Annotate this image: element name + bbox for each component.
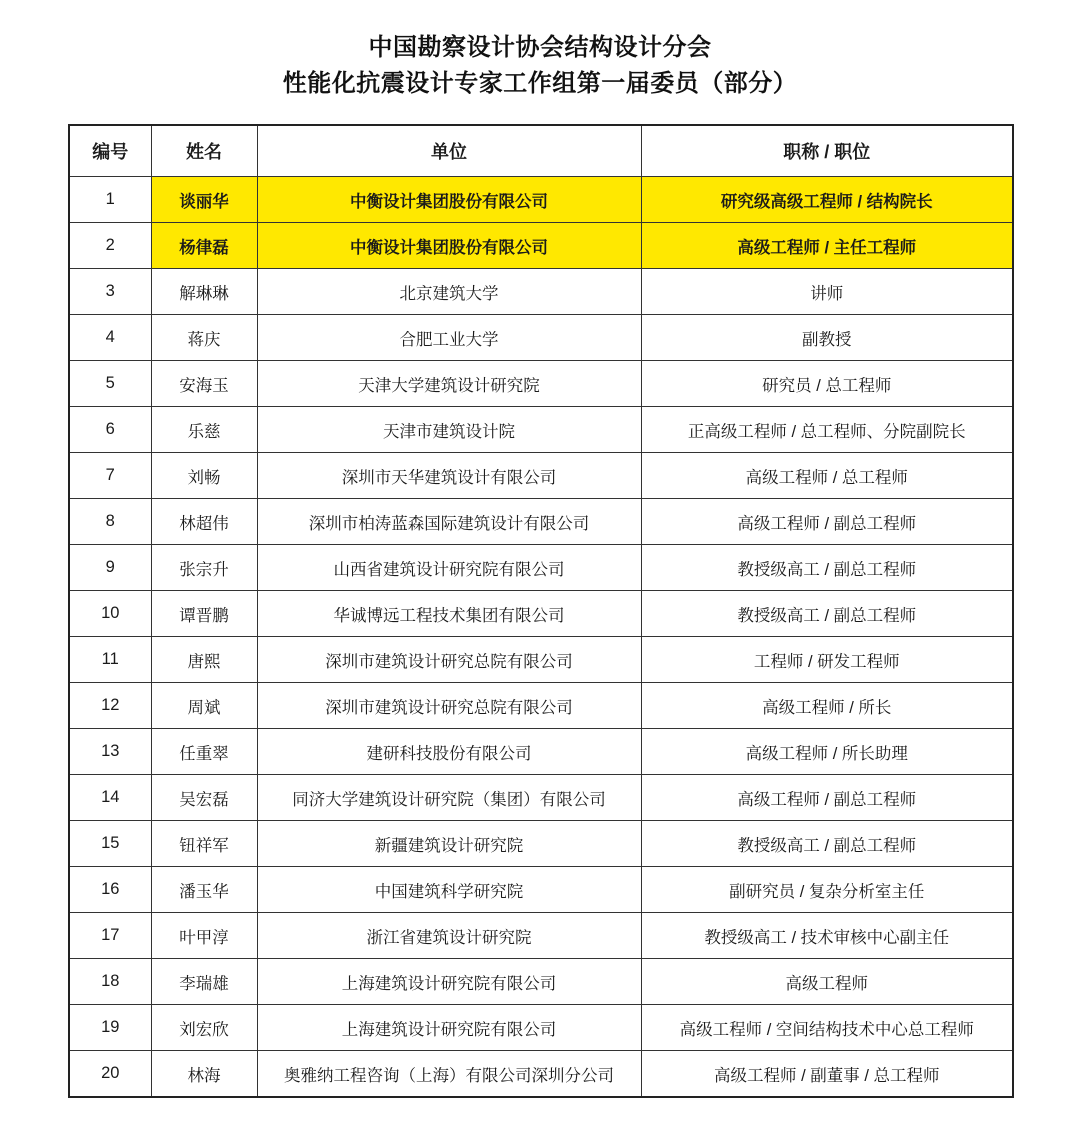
roster-table-wrapper [68,124,1012,1098]
cell-name: 林超伟 [151,499,257,545]
cell-organization: 华诚博远工程技术集团有限公司 [257,591,641,637]
cell-organization: 新疆建筑设计研究院 [257,821,641,867]
table-row [69,821,1013,867]
cell-title-position: 高级工程师 / 空间结构技术中心总工程师 [641,1005,1013,1051]
cell-organization: 深圳市建筑设计研究总院有限公司 [257,683,641,729]
cell-id: 13 [69,729,151,775]
cell-name: 安海玉 [151,361,257,407]
cell-title-position: 副研究员 / 复杂分析室主任 [641,867,1013,913]
cell-id: 5 [69,361,151,407]
table-row [69,683,1013,729]
cell-organization: 合肥工业大学 [257,315,641,361]
roster-table [68,124,1014,1098]
cell-title-position: 高级工程师 / 总工程师 [641,453,1013,499]
cell-id: 20 [69,1051,151,1098]
table-row [69,775,1013,821]
cell-organization: 天津大学建筑设计研究院 [257,361,641,407]
table-header [69,125,1013,177]
cell-organization: 上海建筑设计研究院有限公司 [257,959,641,1005]
cell-organization: 同济大学建筑设计研究院（集团）有限公司 [257,775,641,821]
cell-organization: 上海建筑设计研究院有限公司 [257,1005,641,1051]
cell-id: 11 [69,637,151,683]
table-row [69,499,1013,545]
cell-id: 16 [69,867,151,913]
cell-name: 谭晋鹏 [151,591,257,637]
cell-name: 任重翠 [151,729,257,775]
cell-organization: 中衡设计集团股份有限公司 [257,177,641,223]
cell-title-position: 研究员 / 总工程师 [641,361,1013,407]
cell-name: 蒋庆 [151,315,257,361]
cell-title-position: 教授级高工 / 副总工程师 [641,821,1013,867]
column-header-org: 单位 [257,125,641,177]
column-header-id: 编号 [69,125,151,177]
table-body [69,177,1013,1098]
cell-id: 17 [69,913,151,959]
cell-id: 8 [69,499,151,545]
cell-organization: 天津市建筑设计院 [257,407,641,453]
table-row [69,269,1013,315]
cell-id: 1 [69,177,151,223]
table-row [69,591,1013,637]
cell-title-position: 研究级高级工程师 / 结构院长 [641,177,1013,223]
table-row [69,959,1013,1005]
cell-title-position: 高级工程师 [641,959,1013,1005]
cell-title-position: 讲师 [641,269,1013,315]
cell-name: 叶甲淳 [151,913,257,959]
cell-name: 解琳琳 [151,269,257,315]
document-title [0,0,1080,102]
cell-organization: 中衡设计集团股份有限公司 [257,223,641,269]
table-row [69,913,1013,959]
table-header-row [69,125,1013,177]
table-row [69,361,1013,407]
cell-name: 钮祥军 [151,821,257,867]
cell-organization: 建研科技股份有限公司 [257,729,641,775]
table-row [69,545,1013,591]
column-header-name: 姓名 [151,125,257,177]
cell-organization: 浙江省建筑设计研究院 [257,913,641,959]
column-header-title: 职称 / 职位 [641,125,1013,177]
title-line-1: 中国勘察设计协会结构设计分会 [368,34,712,61]
cell-name: 李瑞雄 [151,959,257,1005]
table-row [69,177,1013,223]
cell-title-position: 高级工程师 / 副总工程师 [641,775,1013,821]
cell-name: 谈丽华 [151,177,257,223]
cell-id: 9 [69,545,151,591]
table-row [69,729,1013,775]
table-row [69,867,1013,913]
cell-name: 乐慈 [151,407,257,453]
cell-name: 刘宏欣 [151,1005,257,1051]
cell-title-position: 教授级高工 / 副总工程师 [641,591,1013,637]
cell-name: 周斌 [151,683,257,729]
table-row [69,223,1013,269]
cell-id: 19 [69,1005,151,1051]
cell-title-position: 高级工程师 / 副总工程师 [641,499,1013,545]
cell-name: 林海 [151,1051,257,1098]
cell-id: 14 [69,775,151,821]
title-line-2: 性能化抗震设计专家工作组第一届委员（部分） [282,70,798,97]
table-row [69,315,1013,361]
table-row [69,637,1013,683]
cell-organization: 深圳市天华建筑设计有限公司 [257,453,641,499]
cell-title-position: 高级工程师 / 主任工程师 [641,223,1013,269]
cell-organization: 中国建筑科学研究院 [257,867,641,913]
cell-organization: 深圳市柏涛蓝森国际建筑设计有限公司 [257,499,641,545]
cell-id: 12 [69,683,151,729]
table-row [69,453,1013,499]
cell-id: 4 [69,315,151,361]
cell-id: 3 [69,269,151,315]
table-row [69,407,1013,453]
cell-id: 7 [69,453,151,499]
cell-title-position: 教授级高工 / 副总工程师 [641,545,1013,591]
cell-organization: 深圳市建筑设计研究总院有限公司 [257,637,641,683]
cell-id: 6 [69,407,151,453]
cell-id: 18 [69,959,151,1005]
cell-name: 张宗升 [151,545,257,591]
cell-id: 15 [69,821,151,867]
cell-organization: 奥雅纳工程咨询（上海）有限公司深圳分公司 [257,1051,641,1098]
table-row [69,1005,1013,1051]
cell-title-position: 高级工程师 / 所长助理 [641,729,1013,775]
cell-name: 杨律磊 [151,223,257,269]
cell-title-position: 工程师 / 研发工程师 [641,637,1013,683]
cell-organization: 北京建筑大学 [257,269,641,315]
cell-name: 潘玉华 [151,867,257,913]
cell-id: 2 [69,223,151,269]
cell-title-position: 高级工程师 / 副董事 / 总工程师 [641,1051,1013,1098]
table-row [69,1051,1013,1098]
cell-name: 刘畅 [151,453,257,499]
cell-id: 10 [69,591,151,637]
cell-title-position: 高级工程师 / 所长 [641,683,1013,729]
cell-name: 唐熙 [151,637,257,683]
cell-name: 吴宏磊 [151,775,257,821]
cell-organization: 山西省建筑设计研究院有限公司 [257,545,641,591]
cell-title-position: 副教授 [641,315,1013,361]
cell-title-position: 正高级工程师 / 总工程师、分院副院长 [641,407,1013,453]
cell-title-position: 教授级高工 / 技术审核中心副主任 [641,913,1013,959]
